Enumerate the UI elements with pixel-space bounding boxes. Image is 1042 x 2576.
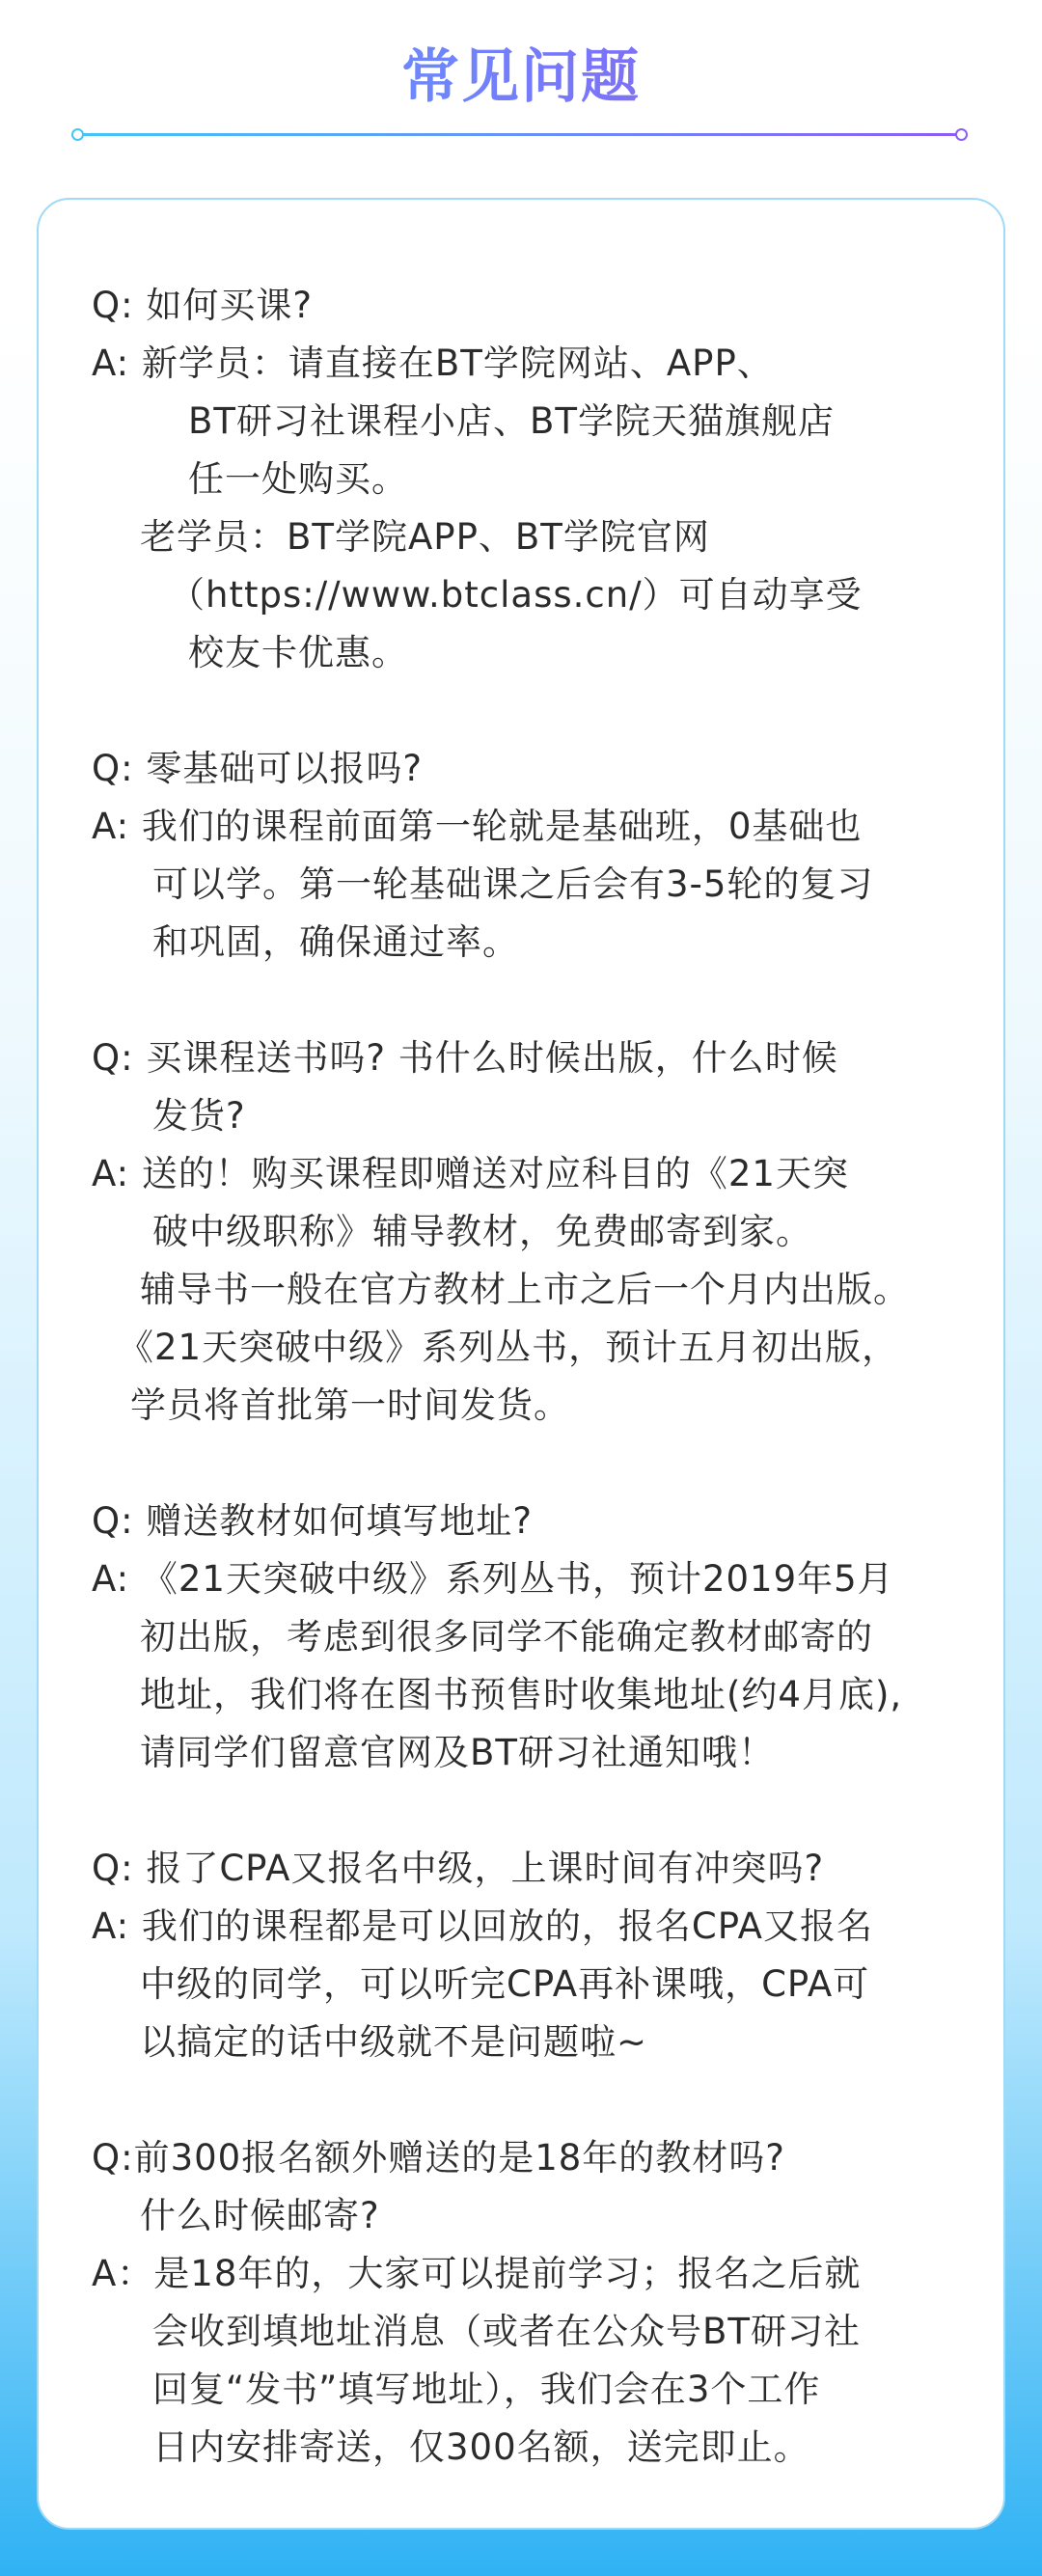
faq-answer: 校友卡优惠。 <box>188 632 408 673</box>
faq-answer: 日内安排寄送，仅300名额，送完即止。 <box>152 2426 810 2468</box>
faq-answer: 请同学们留意官网及BT研习社通知哦！ <box>140 1732 775 1773</box>
faq-answer: 以搞定的话中级就不是问题啦~ <box>140 2021 648 2063</box>
faq-question: 发货? <box>152 1095 246 1137</box>
faq-answer: A: 《21天突破中级》系列丛书，预计2019年5月 <box>92 1558 894 1600</box>
faq-answer: A: 我们的课程前面第一轮就是基础班，0基础也 <box>92 806 863 847</box>
faq-answer: 学员将首批第一时间发货。 <box>130 1384 570 1426</box>
faq-answer: 辅导书一般在官方教材上市之后一个月内出版。 <box>140 1269 910 1310</box>
divider-dot-left <box>71 128 84 141</box>
header <box>0 0 1042 154</box>
faq-answer: 破中级职称》辅导教材，免费邮寄到家。 <box>152 1211 812 1252</box>
faq-question: 什么时候邮寄? <box>140 2195 380 2236</box>
faq-answer: 可以学。第一轮基础课之后会有3-5轮的复习 <box>152 863 874 905</box>
divider-dot-right <box>955 128 968 141</box>
faq-answer: A: 送的！购买课程即赠送对应科目的《21天突 <box>92 1153 849 1194</box>
faq-question: Q: 报了CPA又报名中级，上课时间有冲突吗? <box>92 1848 825 1889</box>
faq-answer: 《21天突破中级》系列丛书，预计五月初出版， <box>118 1327 899 1368</box>
faq-answer: BT研习社课程小店、BT学院天猫旗舰店 <box>188 400 835 442</box>
faq-answer: 初出版，考虑到很多同学不能确定教材邮寄的 <box>140 1616 873 1658</box>
faq-answer: （https://www.btclass.cn/）可自动享受 <box>169 574 863 616</box>
faq-answer: 会收到填地址消息（或者在公众号BT研习社 <box>152 2311 861 2352</box>
title-divider <box>79 133 963 136</box>
faq-answer: 中级的同学，可以听完CPA再补课哦，CPA可 <box>140 1963 870 2005</box>
page-title: 常见问题 <box>0 39 1042 116</box>
faq-answer: 地址，我们将在图书预售时收集地址(约4月底), <box>140 1674 903 1715</box>
faq-answer: A：是18年的，大家可以提前学习；报名之后就 <box>92 2253 862 2294</box>
faq-answer: 任一处购买。 <box>188 458 408 500</box>
faq-question: Q:前300报名额外赠送的是18年的教材吗? <box>92 2137 785 2179</box>
faq-answer: A: 新学员：请直接在BT学院网站、APP、 <box>92 343 774 384</box>
faq-answer: 和巩固，确保通过率。 <box>152 921 519 963</box>
faq-answer: 回复“发书”填写地址），我们会在3个工作 <box>152 2369 821 2410</box>
faq-question: Q: 如何买课? <box>92 285 313 326</box>
faq-question: Q: 赠送教材如何填写地址? <box>92 1500 533 1542</box>
faq-answer: A: 我们的课程都是可以回放的，报名CPA又报名 <box>92 1905 873 1947</box>
faq-answer: 老学员：BT学院APP、BT学院官网 <box>140 516 710 558</box>
faq-question: Q: 买课程送书吗? 书什么时候出版，什么时候 <box>92 1037 838 1079</box>
faq-question: Q: 零基础可以报吗? <box>92 748 423 789</box>
